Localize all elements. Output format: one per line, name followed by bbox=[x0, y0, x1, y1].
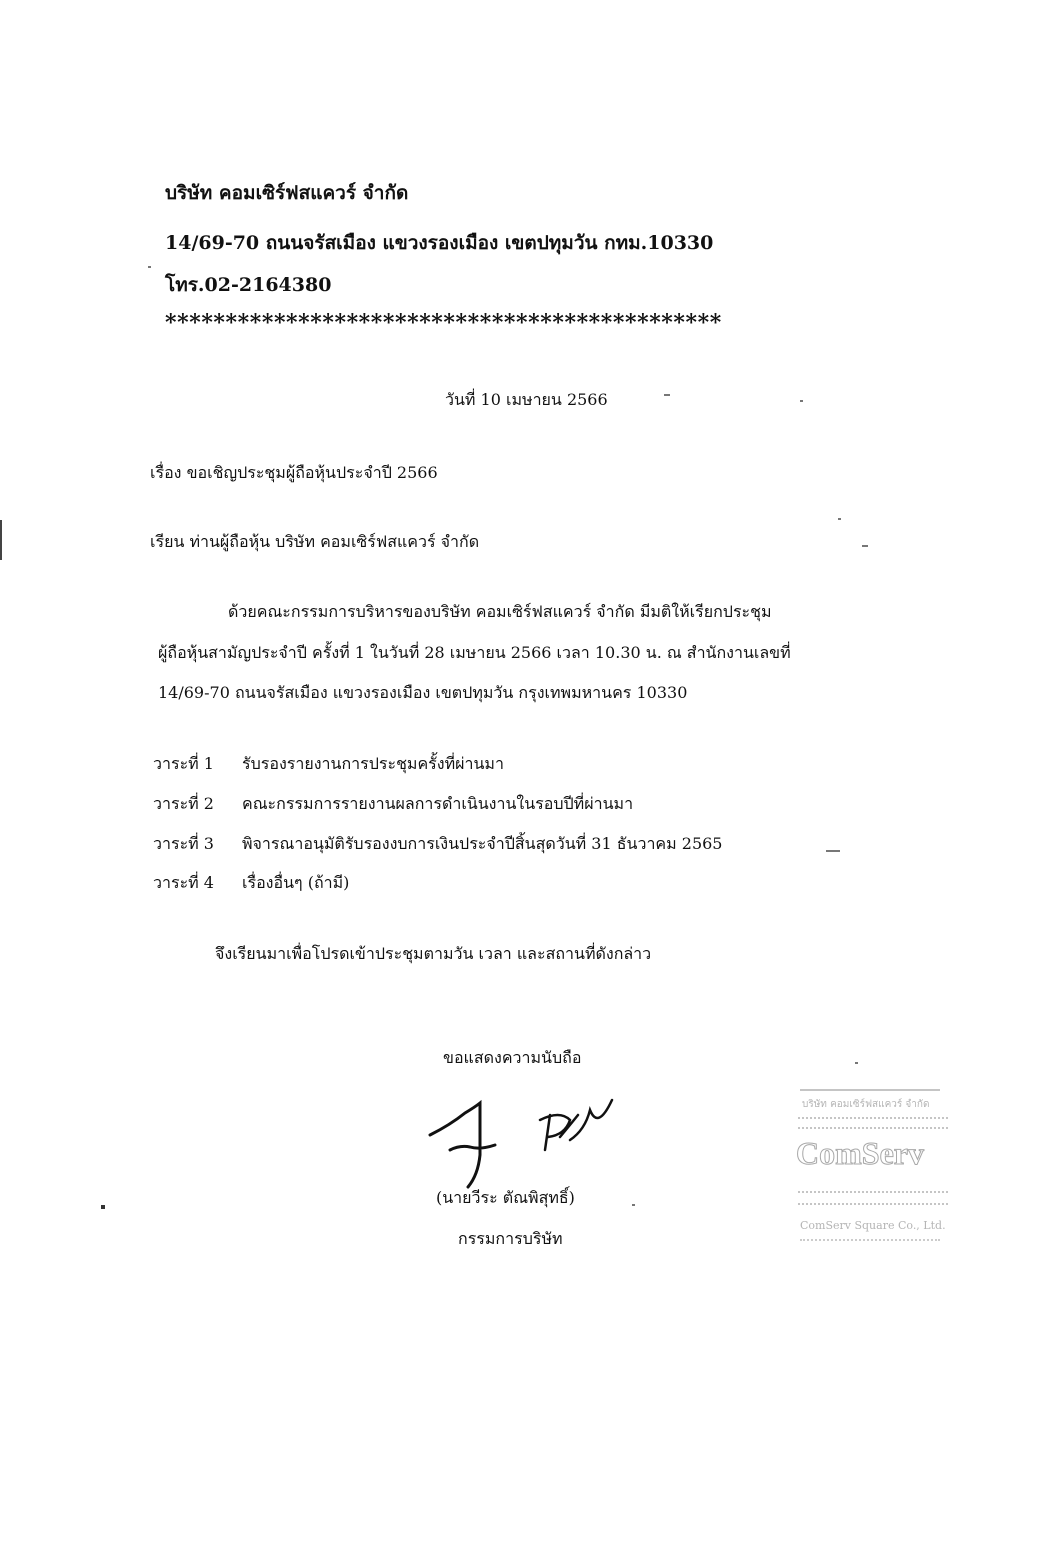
company-name: บริษัท คอมเซิร์ฟสแควร์ จำกัด bbox=[165, 182, 409, 204]
agenda-text: พิจารณาอนุมัติรับรองงบการเงินประจำปีสิ้นสุดวันที่ 31 ธันวาคม 2565 bbox=[242, 834, 723, 853]
letter-subject: เรื่อง ขอเชิญประชุมผู้ถือหุ้นประจำปี 2566 bbox=[150, 463, 438, 482]
agenda-number: วาระที่ 4 bbox=[153, 873, 214, 892]
agenda-text: คณะกรรมการรายงานผลการดำเนินงานในรอบปีที่ผ่านมา bbox=[242, 794, 634, 813]
header-separator: ********************************************** bbox=[165, 310, 722, 336]
regards-line: ขอแสดงความนับถือ bbox=[443, 1048, 582, 1067]
body-line-3: 14/69-70 ถนนจรัสเมือง แขวงรองเมือง เขตปทุมวัน กรุงเทพมหานคร 10330 bbox=[158, 683, 688, 702]
stamp-logo: ComServ bbox=[796, 1135, 924, 1171]
agenda-number: วาระที่ 2 bbox=[153, 794, 214, 813]
closing-line: จึงเรียนมาเพื่อโปรดเข้าประชุมตามวัน เวลา และสถานที่ดังกล่าว bbox=[215, 944, 652, 963]
agenda-number: วาระที่ 3 bbox=[153, 834, 214, 853]
letter-date: วันที่ 10 เมษายน 2566 bbox=[445, 390, 608, 409]
company-address: 14/69-70 ถนนจรัสเมือง แขวงรองเมือง เขตปทุมวัน กทม.10330 bbox=[165, 232, 714, 254]
company-phone: โทร.02-2164380 bbox=[165, 274, 332, 296]
signer-title: กรรมการบริษัท bbox=[458, 1229, 563, 1248]
body-line-2: ผู้ถือหุ้นสามัญประจำปี ครั้งที่ 1 ในวันที่ 28 เมษายน 2566 เวลา 10.30 น. ณ สำนักงานเลขที่ bbox=[158, 643, 791, 662]
letter-salutation: เรียน ท่านผู้ถือหุ้น บริษัท คอมเซิร์ฟสแควร์ จำกัด bbox=[150, 532, 480, 551]
signer-name: (นายวีระ ตัณพิสุทธิ์) bbox=[436, 1188, 575, 1207]
stamp-company-eng: ComServ Square Co., Ltd. bbox=[800, 1219, 946, 1232]
agenda-text: เรื่องอื่นๆ (ถ้ามี) bbox=[242, 873, 350, 892]
company-stamp bbox=[790, 1085, 960, 1260]
agenda-number: วาระที่ 1 bbox=[153, 754, 214, 773]
stamp-company-thai: บริษัท คอมเซิร์ฟสแควร์ จำกัด bbox=[802, 1099, 930, 1110]
body-line-1: ด้วยคณะกรรมการบริหารของบริษัท คอมเซิร์ฟสแควร์ จำกัด มีมติให้เรียกประชุม bbox=[228, 602, 772, 621]
signature bbox=[420, 1095, 640, 1195]
agenda-text: รับรองรายงานการประชุมครั้งที่ผ่านมา bbox=[242, 754, 504, 773]
